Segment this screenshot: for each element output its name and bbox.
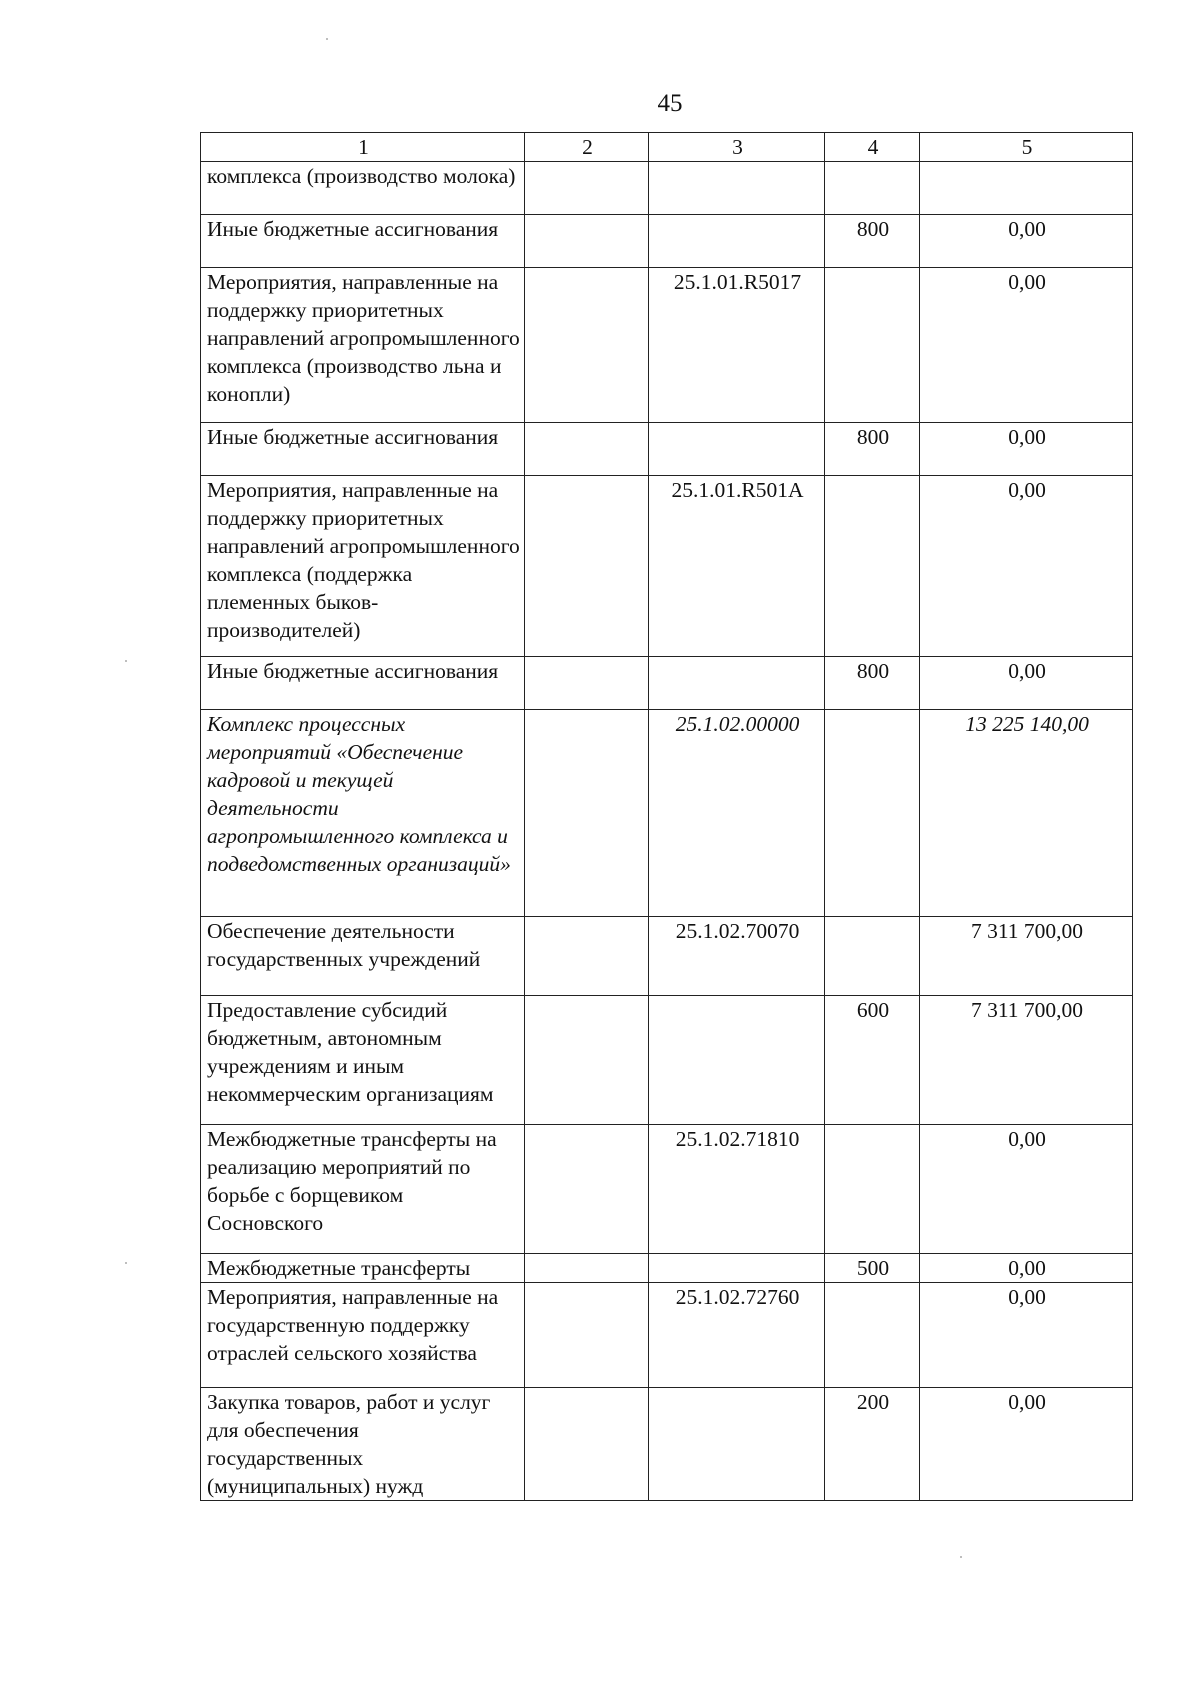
header-col-2: 2 (525, 133, 649, 162)
row-col2-cell (525, 1125, 649, 1254)
row-type-cell (825, 268, 920, 423)
row-amount-cell: 0,00 (920, 657, 1133, 710)
row-col2-cell (525, 657, 649, 710)
row-code-cell (649, 162, 825, 215)
row-name-cell: Иные бюджетные ассигнования (201, 423, 525, 476)
row-amount-cell: 0,00 (920, 476, 1133, 657)
row-type-cell (825, 710, 920, 917)
header-col-4: 4 (825, 133, 920, 162)
row-type-cell: 800 (825, 423, 920, 476)
row-name-cell: Иные бюджетные ассигнования (201, 657, 525, 710)
row-amount-cell: 7 311 700,00 (920, 917, 1133, 996)
scan-speck (960, 1556, 962, 1558)
row-code-cell (649, 1254, 825, 1283)
table-row (201, 657, 1133, 710)
row-code-cell (649, 996, 825, 1125)
header-row (201, 133, 1133, 162)
table-row (201, 996, 1133, 1125)
row-col2-cell (525, 423, 649, 476)
table-row (201, 476, 1133, 657)
row-name-cell: Иные бюджетные ассигнования (201, 215, 525, 268)
row-col2-cell (525, 996, 649, 1125)
table-row (201, 423, 1133, 476)
row-type-cell: 600 (825, 996, 920, 1125)
header-col-5: 5 (920, 133, 1133, 162)
table-row (201, 1283, 1133, 1388)
row-col2-cell (525, 917, 649, 996)
table-row (201, 268, 1133, 423)
row-code-cell: 25.1.02.72760 (649, 1283, 825, 1388)
row-name-cell: Обеспечение деятельности государственных учреждений (201, 917, 525, 996)
row-code-cell (649, 215, 825, 268)
row-name-cell: Комплекс процессных мероприятий «Обеспечение кадровой и текущей деятельности агропромышленного комплекса и подведомственных организаций» (201, 710, 525, 917)
header-col-3: 3 (649, 133, 825, 162)
row-name-cell: Мероприятия, направленные на государственную поддержку отраслей сельского хозяйства (201, 1283, 525, 1388)
row-name-cell: Межбюджетные трансферты на реализацию мероприятий по борьбе с борщевиком Сосновского (201, 1125, 525, 1254)
row-amount-cell: 13 225 140,00 (920, 710, 1133, 917)
row-type-cell: 500 (825, 1254, 920, 1283)
row-code-cell: 25.1.01.R5017 (649, 268, 825, 423)
table-row (201, 1125, 1133, 1254)
row-name-cell: Межбюджетные трансферты (201, 1254, 525, 1283)
row-col2-cell (525, 476, 649, 657)
row-amount-cell: 0,00 (920, 215, 1133, 268)
row-col2-cell (525, 710, 649, 917)
row-type-cell (825, 476, 920, 657)
row-col2-cell (525, 162, 649, 215)
table-row (201, 1254, 1133, 1283)
table-row (201, 215, 1133, 268)
table-row (201, 917, 1133, 996)
row-amount-cell: 0,00 (920, 1254, 1133, 1283)
row-col2-cell (525, 1283, 649, 1388)
row-amount-cell: 7 311 700,00 (920, 996, 1133, 1125)
row-code-cell: 25.1.01.R501A (649, 476, 825, 657)
row-type-cell (825, 1283, 920, 1388)
row-code-cell: 25.1.02.00000 (649, 710, 825, 917)
table-row (201, 710, 1133, 917)
row-type-cell: 800 (825, 657, 920, 710)
budget-table (200, 132, 1133, 1501)
scan-speck (125, 660, 127, 662)
row-amount-cell: 0,00 (920, 1283, 1133, 1388)
row-col2-cell (525, 268, 649, 423)
row-name-cell: Закупка товаров, работ и услуг для обеспечения государственных (муниципальных) нужд (201, 1388, 525, 1501)
row-name-cell: Мероприятия, направленные на поддержку приоритетных направлений агропромышленного комплекса (поддержка племенных быков-производителей) (201, 476, 525, 657)
row-code-cell (649, 1388, 825, 1501)
row-col2-cell (525, 1388, 649, 1501)
row-amount-cell: 0,00 (920, 268, 1133, 423)
header-col-1: 1 (201, 133, 525, 162)
table-row (201, 162, 1133, 215)
row-type-cell (825, 1125, 920, 1254)
row-col2-cell (525, 215, 649, 268)
row-amount-cell: 0,00 (920, 1125, 1133, 1254)
scan-speck (326, 38, 328, 40)
row-type-cell: 200 (825, 1388, 920, 1501)
row-name-cell: Мероприятия, направленные на поддержку приоритетных направлений агропромышленного комплекса (производство льна и конопли) (201, 268, 525, 423)
table-header (201, 133, 1133, 162)
row-amount-cell (920, 162, 1133, 215)
row-amount-cell: 0,00 (920, 1388, 1133, 1501)
table-body (201, 162, 1133, 1501)
page-number: 45 (657, 90, 683, 117)
row-type-cell: 800 (825, 215, 920, 268)
row-name-cell: комплекса (производство молока) (201, 162, 525, 215)
scan-speck (125, 1262, 127, 1264)
table-row (201, 1388, 1133, 1501)
row-code-cell: 25.1.02.71810 (649, 1125, 825, 1254)
row-name-cell: Предоставление субсидий бюджетным, автономным учреждениям и иным некоммерческим организациям (201, 996, 525, 1125)
row-type-cell (825, 162, 920, 215)
row-col2-cell (525, 1254, 649, 1283)
row-code-cell (649, 423, 825, 476)
row-amount-cell: 0,00 (920, 423, 1133, 476)
row-type-cell (825, 917, 920, 996)
row-code-cell: 25.1.02.70070 (649, 917, 825, 996)
row-code-cell (649, 657, 825, 710)
